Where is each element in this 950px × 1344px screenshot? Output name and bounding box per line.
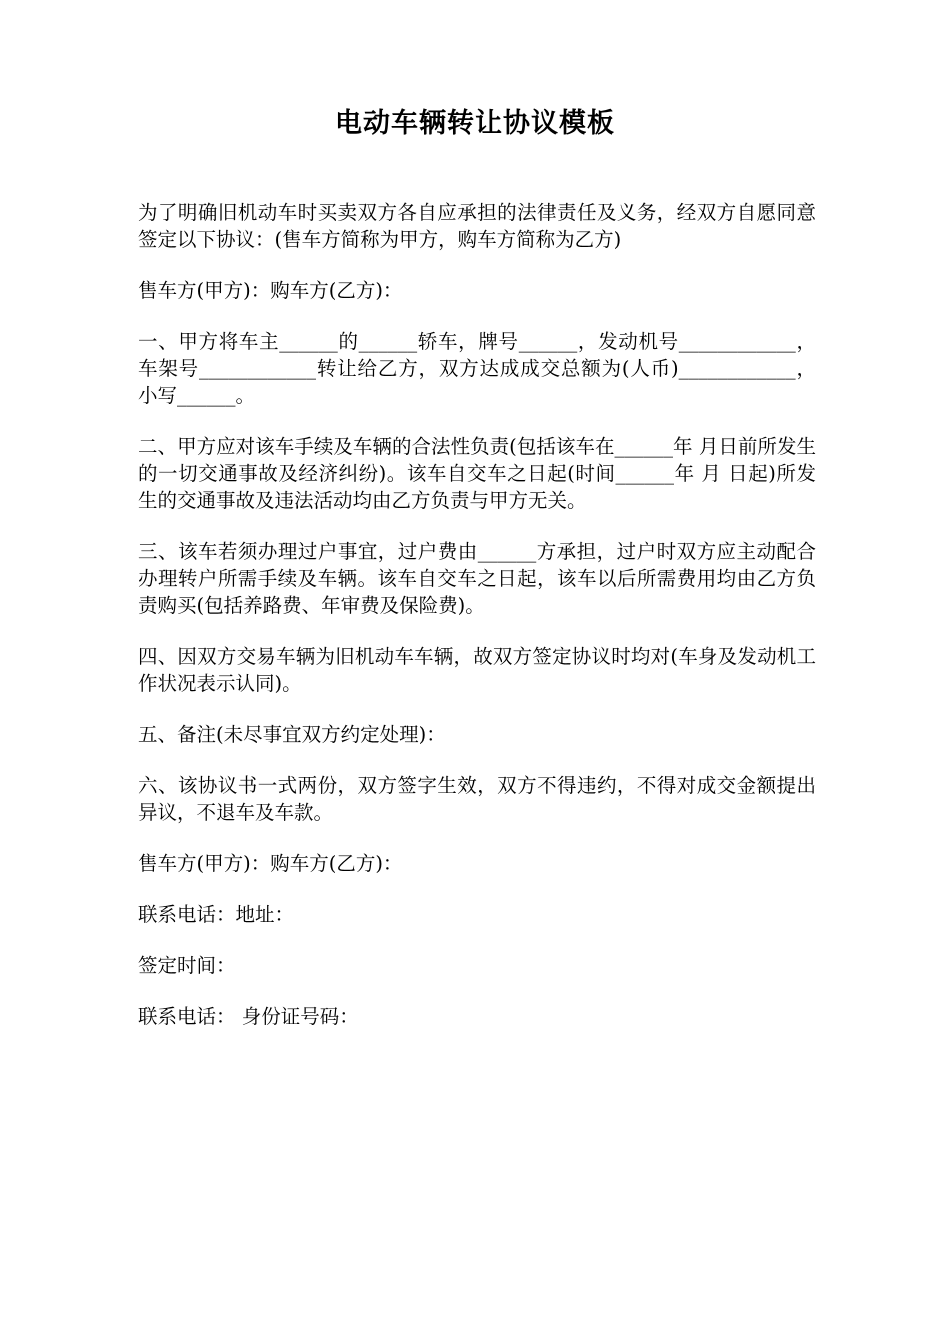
paragraph-signature-parties: 售车方(甲方)：购车方(乙方)： [138,852,403,875]
paragraph-sign-date: 签定时间： [138,954,236,977]
paragraph-clause-3: 三、该车若须办理过户事宜，过户费由______方承担，过户时双方应主动配合办理转户所需手续及车辆。该车自交车之日起，该车以后所需费用均由乙方负责购买(包括养路费、年审费及保险费)。 [138,540,816,617]
paragraph-clause-6: 六、该协议书一式两份，双方签字生效，双方不得违约，不得对成交金额提出异议，不退车及车款。 [138,774,816,824]
document-title: 电动车辆转让协议模板 [335,108,615,139]
paragraph-clause-2: 二、甲方应对该车手续及车辆的合法性负责(包括该车在______年 月日前所发生的一切交通事故及经济纠纷)。该车自交车之日起(时间______年 月 日起)所发生的交通事故及违法活动均由乙方负责与甲方无关。 [138,435,816,512]
paragraph-contact-id: 联系电话： 身份证号码： [138,1005,359,1028]
paragraph-intro: 为了明确旧机动车时买卖双方各自应承担的法律责任及义务，经双方自愿同意签定以下协议：(售车方简称为甲方，购车方简称为乙方) [138,201,816,251]
paragraph-contact-address: 联系电话：地址： [138,903,295,926]
document-body [138,199,816,1054]
paragraph-clause-5: 五、备注(未尽事宜双方约定处理)： [138,723,446,746]
paragraph-parties: 售车方(甲方)：购车方(乙方)： [138,279,403,302]
paragraph-clause-4: 四、因双方交易车辆为旧机动车车辆，故双方签定协议时均对(车身及发动机工作状况表示认同)。 [138,645,816,695]
paragraph-clause-1: 一、甲方将车主______的______轿车，牌号______，发动机号____________，车架号____________转让给乙方，双方达成成交总额为(人币)____________，小写______。 [138,330,816,407]
